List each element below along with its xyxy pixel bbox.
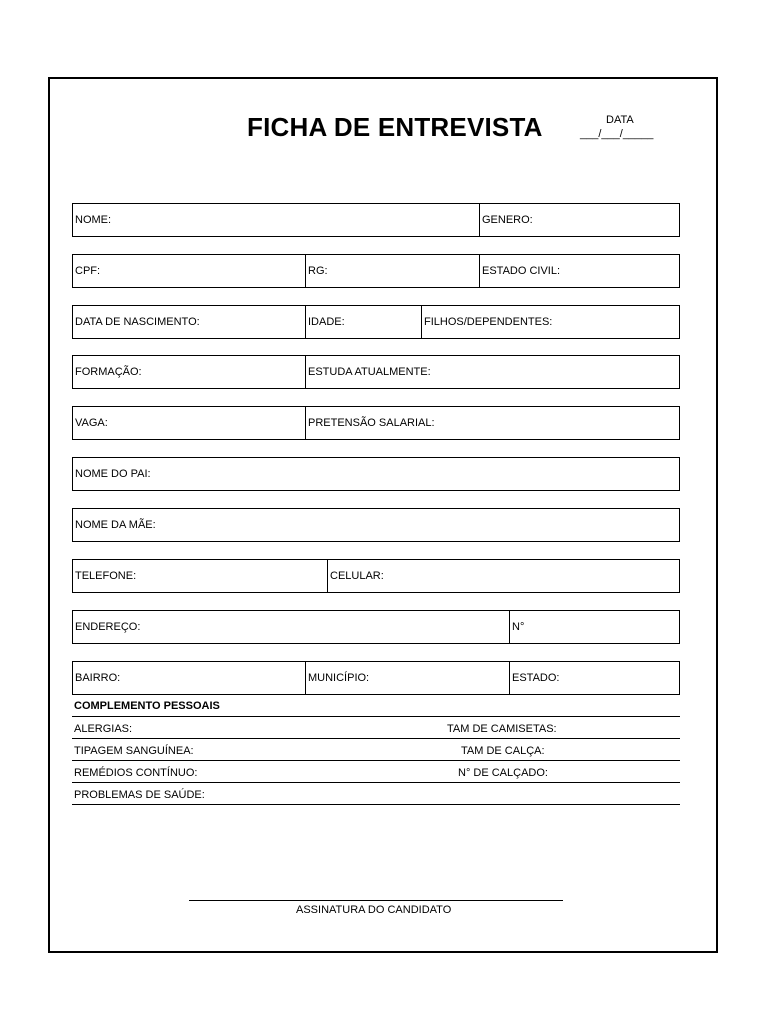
tam-camisetas-field[interactable]: TAM DE CAMISETAS: xyxy=(447,723,557,735)
row-vaga xyxy=(72,406,680,440)
formacao-field[interactable]: FORMAÇÃO: xyxy=(75,366,142,378)
genero-field[interactable]: GENERO: xyxy=(479,204,681,236)
estuda-atualmente-field[interactable]: ESTUDA ATUALMENTE: xyxy=(305,356,681,388)
date-label: DATA xyxy=(606,114,634,126)
row-nascimento xyxy=(72,305,680,339)
cpf-field[interactable]: CPF: xyxy=(75,265,101,277)
divider xyxy=(72,782,680,783)
pretensao-salarial-field[interactable]: PRETENSÃO SALARIAL: xyxy=(305,407,681,439)
estado-field[interactable]: ESTADO: xyxy=(509,662,681,694)
nome-pai-field[interactable]: NOME DO PAI: xyxy=(75,468,151,480)
endereco-field[interactable]: ENDEREÇO: xyxy=(75,621,141,633)
celular-field[interactable]: CELULAR: xyxy=(327,560,681,592)
divider xyxy=(72,738,680,739)
filhos-dependentes-field[interactable]: FILHOS/DEPENDENTES: xyxy=(421,306,681,338)
remedios-continuo-field[interactable]: REMÉDIOS CONTÍNUO: xyxy=(74,767,198,779)
telefone-field[interactable]: TELEFONE: xyxy=(75,570,137,582)
row-contato xyxy=(72,559,680,593)
signature-label: ASSINATURA DO CANDIDATO xyxy=(296,904,452,916)
row-documentos xyxy=(72,254,680,288)
estado-civil-field[interactable]: ESTADO CIVIL: xyxy=(479,255,681,287)
nome-mae-field[interactable]: NOME DA MÃE: xyxy=(75,519,156,531)
row-nome-pai xyxy=(72,457,680,491)
tam-calca-field[interactable]: TAM DE CALÇA: xyxy=(461,745,545,757)
municipio-field[interactable]: MUNICÍPIO: xyxy=(305,662,509,694)
row-formacao xyxy=(72,355,680,389)
signature-line[interactable] xyxy=(189,900,563,901)
rg-field[interactable]: RG: xyxy=(305,255,479,287)
tipagem-sanguinea-field[interactable]: TIPAGEM SANGUÍNEA: xyxy=(74,745,194,757)
idade-field[interactable]: IDADE: xyxy=(305,306,421,338)
page-title: FICHA DE ENTREVISTA xyxy=(247,112,543,142)
date-field[interactable]: ___/___/_____ xyxy=(580,128,654,140)
row-endereco xyxy=(72,610,680,644)
problemas-saude-field[interactable]: PROBLEMAS DE SAÚDE: xyxy=(74,789,205,801)
vaga-field[interactable]: VAGA: xyxy=(75,417,108,429)
numero-field[interactable]: N° xyxy=(509,611,681,643)
row-nome-mae xyxy=(72,508,680,542)
row-nome xyxy=(72,203,680,237)
numero-calcado-field[interactable]: N° DE CALÇADO: xyxy=(458,767,548,779)
nome-field[interactable]: NOME: xyxy=(75,214,112,226)
row-localidade xyxy=(72,661,680,695)
divider xyxy=(72,716,680,717)
alergias-field[interactable]: ALERGIAS: xyxy=(74,723,133,735)
bairro-field[interactable]: BAIRRO: xyxy=(75,672,121,684)
divider xyxy=(72,804,680,805)
section-title-complemento: COMPLEMENTO PESSOAIS xyxy=(74,700,220,712)
data-nascimento-field[interactable]: DATA DE NASCIMENTO: xyxy=(75,316,200,328)
divider xyxy=(72,760,680,761)
